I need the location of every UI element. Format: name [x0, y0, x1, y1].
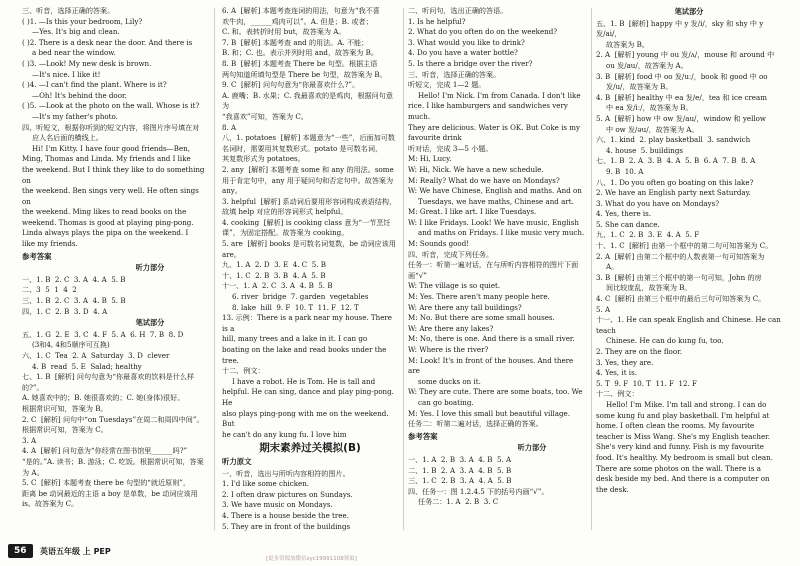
text-line: 为 A。 — [22, 467, 44, 477]
text-line: the weekend. But I think they like to do something on — [22, 164, 207, 185]
text-line: “我喜欢”可知，答案为 C。 — [222, 111, 308, 121]
text-line: There are some photos on the wall. There is a — [596, 463, 761, 473]
text-line: 4. There is a house beside the tree. — [222, 510, 349, 520]
text-line: 3. What would you like to drink? — [408, 37, 525, 47]
text-line: Hi! I'm Kitty. I have four good friends—Ben, — [32, 143, 191, 153]
sub-heading: 笔试部分 — [674, 7, 704, 16]
text-line: A. 她喜欢中的；B. 她很喜欢的；C. 她(身体)很好。 — [22, 393, 185, 403]
text-line: 5. A [解析] how 中 ow 发/au/，window 和 yellow — [596, 113, 766, 123]
text-line: 1. I'd like some chicken. — [222, 479, 310, 489]
text-line: W: Are there any tall buildings? — [408, 302, 522, 312]
text-line: are。 — [222, 249, 241, 259]
text-line: Linda always plays the pipa on the weekend. I — [22, 228, 189, 238]
text-line: 九、1. C 2. B 3. E 4. A 5. F — [596, 230, 700, 240]
text-line: 欢牛肉，______鸡肉可以”。A. 但是；B. 或者； — [222, 16, 373, 26]
text-line: he can't do any kung fu. I love him — [222, 429, 347, 439]
text-line: 九、1. A 2. D 3. E 4. C 5. B — [222, 260, 326, 270]
text-line: 5. are [解析] books 是可数名词复数，be 动词应该用 — [222, 239, 396, 249]
text-line: 一、听音，选出与所听内容相符的图片。 — [222, 468, 350, 478]
text-line: 4. house 5. buildings — [606, 145, 684, 155]
text-line: some kung fu and play basketball. I'm helpful at — [596, 410, 770, 420]
text-line: W: Hi, Nick. We have a new schedule. — [408, 164, 544, 174]
text-line: B. 和；C. 也。表示并列时用 and，故答案为 B。 — [222, 48, 378, 58]
text-line: 7. B [解析] 本题考查 and 的用法。A. 不能； — [222, 37, 369, 47]
text-line: 名词时，需要用其复数形式。potato 是可数名词， — [222, 143, 383, 153]
text-line: —It's nice. I like it! — [32, 69, 101, 79]
text-line: 一、1. A 2. B 3. A 4. B 5. A — [408, 454, 512, 464]
text-line: rice. I like hamburgers and sandwiches very much. — [408, 101, 571, 121]
text-line: and maths on Fridays. I like music very much. — [418, 228, 585, 238]
text-line: 任务一：听第一遍对话，在与所听内容相符的图片下面 — [408, 260, 579, 270]
text-line: M: Yes. I love this small but beautiful village. — [408, 408, 570, 418]
text-line: 三、听音，选择正确的答案。 — [22, 6, 115, 15]
text-line: M: No, there is one. And there is a small river. — [408, 334, 575, 344]
text-line: W: The village is so quiet. — [408, 281, 501, 291]
text-line: W: I like Fridays. Look! We have music, English — [408, 217, 579, 227]
text-line: 5. Is there a bridge over the river? — [408, 58, 533, 68]
text-line: 课”，为固定搭配。故答案为 cooking。 — [222, 228, 349, 238]
text-line: 9. B 10. A — [606, 166, 644, 176]
text-line: 5. A — [596, 304, 611, 314]
text-line: 2. A [解析] young 中 ou 发/ʌ/，mouse 和 around 中 — [596, 50, 775, 60]
column-divider — [591, 8, 592, 530]
text-line: 4. Do you have a water bottle? — [408, 48, 518, 58]
exam-title: 期末素养过关模拟(B) — [259, 442, 361, 455]
text-line: 3. We have music on Mondays. — [222, 500, 333, 510]
text-line: hill, many trees and a lake in it. I can go — [222, 334, 368, 344]
text-line: 中 ea 发/iː/，故答案为 B。 — [606, 103, 693, 113]
text-line: teacher is Miss Wang. She's my English teacher. — [596, 431, 771, 441]
text-line: 十二、例文： — [222, 366, 265, 376]
text-line: Ming, Thomas and Linda. My friends and I like — [22, 154, 191, 164]
text-line: 4. B read 5. E Salad; healthy — [32, 361, 142, 371]
text-line: 用于肯定句中，any 用于疑问句和否定句中。故答案为 any。 — [222, 175, 396, 196]
text-line: A。 — [606, 262, 619, 272]
text-line: W: We have Chinese, English and maths. And on — [408, 186, 582, 196]
text-line: 8. lake hill 9. F 10. T 11. F 12. T — [232, 302, 359, 312]
text-line: 画“√” — [408, 270, 427, 280]
text-line: 十一、1. A 2. C 3. A 4. B 5. B — [222, 281, 333, 291]
text-line: 4. Yes, it is. — [596, 368, 637, 378]
text-line: 2. I often draw pictures on Sundays. — [222, 489, 353, 499]
text-line: 3. A — [22, 435, 37, 445]
text-line: desk beside my bed. And there is a computer on — [596, 474, 770, 484]
text-line: favourite drink — [408, 133, 462, 143]
column-4 — [596, 6, 782, 532]
section-heading: 参考答案 — [22, 251, 52, 261]
text-line: 八、1. potatoes [解析] 本题意为“一些”，后面加可数 — [222, 133, 395, 143]
text-line: 根据常识可知，答案为 C。 — [22, 425, 108, 435]
text-line: the weekend. Ming likes to read books on the — [22, 207, 187, 217]
text-line: 4. Yes, there is. — [596, 209, 652, 219]
text-line: 4. cooking [解析] is cooking class 意为“一节烹饪 — [222, 217, 391, 227]
sub-heading: 笔试部分 — [135, 318, 165, 328]
text-line: 发/u/，故答案为 B。 — [606, 82, 673, 92]
text-line: M: Really? What do we have on Mondays? — [408, 175, 560, 185]
text-line: 4. B [解析] healthy 中 ea 发/e/，tea 和 ice cream — [596, 92, 767, 102]
text-line: 五、1. B [解析] happy 中 y 发/i/，sky 和 shy 中 y 发/ai/， — [596, 18, 766, 39]
text-line: 3. What do you have on Mondays? — [596, 198, 720, 208]
text-line: 二、1. B 2. A 3. A 4. B 5. B — [408, 465, 512, 475]
text-line: 十、1. C [解析] 由第一个框中的第二句可知答案为 C。 — [596, 241, 773, 251]
text-line: W: Are there any lakes? — [408, 323, 494, 333]
text-line: Hello! I'm Nick. I'm from Canada. I don't like — [418, 90, 581, 100]
text-line: M: Great. I like art. I like Tuesdays. — [408, 207, 537, 217]
text-line: 13. 示例：There is a park near my house. There is a — [222, 313, 395, 333]
text-line: ( )1. —Is this your bedroom, Lily? — [22, 16, 143, 26]
text-line: 3. helpful [解析] 系动词后要用形容词构成表语结构， — [222, 196, 397, 206]
text-line: 3. Yes, they are. — [596, 357, 654, 367]
text-line: They are delicious. Water is OK. But Coke is my — [408, 122, 580, 132]
text-line: Tuesdays, we have maths, Chinese and art. — [418, 196, 574, 206]
text-line: the weekend. Ben sings very well. He often sings on — [22, 186, 202, 206]
text-line: 五、1. G 2. E 3. C 4. F 5. A 6. H 7. B 8. D — [22, 329, 184, 339]
text-line: 四、听音，完成下列任务。 — [408, 249, 494, 259]
text-line: ou 发/au/，故答案为 A。 — [606, 60, 688, 70]
section-heading: 听力原文 — [222, 456, 252, 466]
text-line: 一、1. B 2. C 3. A 4. A 5. B — [22, 274, 126, 284]
text-line: 十一、1. He can speak English and Chinese. He can teach — [596, 315, 784, 335]
column-divider — [214, 8, 215, 530]
text-line: 间比较庞乱，故答案为 B。 — [606, 283, 692, 293]
text-line: A. 鹿嘴；B. 水果；C. 我最喜欢的是鸡肉，根据问句意为 — [222, 90, 393, 111]
text-line: 二、听问句，选出正确的答语。 — [408, 6, 508, 15]
text-line: weekend. Thomas is good at playing ping-pong. — [22, 217, 194, 227]
text-line: 三、听音，选择正确的答案。 — [408, 69, 501, 79]
text-line: helpful. He can sing, dance and play ping-pong. He — [222, 387, 397, 407]
text-line: 2. A [解析] 由第二个框中的人数表第一句可知答案为 — [596, 251, 765, 261]
text-line: like my friends. — [22, 239, 78, 249]
text-line: I have a robot. He is Tom. He is tall and — [232, 376, 376, 386]
text-line: 距离 be 动词最近的主语 a boy 是单数，be 动词应该用 — [22, 488, 198, 498]
text-line: 三、1. C 2. B 3. A 4. A 5. B — [408, 476, 512, 486]
text-line: 根据常识可知，答案为 B。 — [22, 403, 108, 413]
text-line: Chinese. He can do kung fu, too. — [606, 336, 724, 346]
text-line: 十二、例文： — [596, 389, 639, 399]
text-line: 八、1. Do you often go boating on this lake? — [596, 177, 754, 187]
text-line: 2. What do you often do on the weekend? — [408, 27, 558, 37]
text-line: 三、1. B 2. C 3. A 4. B 5. B — [22, 296, 126, 306]
text-line: 8. B [解析] 本题考查 There be 句型。根据主语 — [222, 58, 378, 68]
text-line: 6. A [解析] 本题考查连词的用法，句意为“我不喜 — [222, 6, 380, 15]
text-line: —Oh! It's behind the door. — [32, 90, 127, 100]
text-line: 4. A [解析] 问句意为“你经常在图书馆里______吗?” — [22, 446, 188, 456]
sub-heading: 听力部分 — [135, 263, 165, 273]
text-line: —It's my father's photo. — [32, 111, 118, 121]
text-line: 六、1. C Tea 2. A Saturday 3. D clever — [22, 351, 170, 360]
resource-stamp: [更多资源加微信zyc19991108领取] — [266, 556, 357, 562]
text-line: M: Hi, Lucy. — [408, 154, 452, 164]
text-line: C. 和。表转折时用 but，故答案为 A。 — [222, 27, 346, 37]
text-line: 听对话，完成 3—5 小题。 — [408, 143, 493, 153]
text-line: Hello! I'm Mike. I'm tall and strong. I can do — [606, 399, 767, 409]
text-line: 四、1. C 2. B 3. D 4. A — [22, 306, 108, 316]
text-line: W: They are cute. There are some boats, too. We — [408, 387, 583, 397]
text-line: M: No. But there are some small houses. — [408, 313, 555, 323]
text-line: ( )3. —Look! My new desk is brown. — [22, 58, 152, 68]
text-line: 七、1. B [解析] 问句句意为“你最喜欢的饮料是什么样的?”。 — [22, 372, 195, 392]
text-line: ( )2. There is a desk near the door. And there is — [22, 37, 193, 47]
text-line: the desk. — [596, 484, 629, 494]
text-line: 六、1. kind 2. play basketball 3. sandwich — [596, 135, 751, 145]
text-line: a bed near the window. — [32, 48, 116, 58]
text-line: 故答案为 B。 — [606, 39, 649, 49]
text-line: M: Look! It's in front of the houses. And there are — [408, 355, 576, 376]
text-line: 应人名后面的横线上。 — [32, 133, 103, 143]
text-line: “是的。”A. 读书；B. 游泳；C. 吃饭。根据常识可知，答案 — [22, 456, 204, 466]
text-line: 8. A — [222, 122, 237, 132]
text-line: home. I often clean the rooms. My favourite — [596, 421, 755, 431]
text-line: ( )5. —Look at the photo on the wall. Whose is it? — [22, 101, 200, 111]
text-line: some ducks on it. — [418, 376, 481, 386]
text-line: 1. Is he helpful? — [408, 16, 466, 26]
text-line: 故填 help 对应的形容词形式 helpful。 — [222, 207, 348, 217]
column-2 — [222, 6, 398, 532]
text-line: (3和4, 4和5顺序可互换) — [32, 340, 110, 350]
text-line: 6. river bridge 7. garden vegetables — [232, 292, 369, 302]
text-line: 3. B [解析] food 中 oo 发/uː/，book 和 good 中 oo — [596, 71, 768, 81]
text-line: W: Where is the river? — [408, 345, 489, 354]
text-line: She's very kind and funny. Fish is my favourite — [596, 442, 764, 452]
text-line: is。故答案为 C。 — [22, 499, 79, 509]
text-line: 中 ow 发/əu/，故答案为 A。 — [606, 124, 699, 134]
text-line: 2. We have an English party next Saturday. — [596, 188, 751, 198]
text-line: 9. C [解析] 问句句意为“你最喜欢什么?”。 — [222, 80, 360, 90]
text-line: can go boating. — [418, 397, 474, 407]
text-line: also plays ping-pong with me on the weekend. But — [222, 408, 391, 429]
text-line: 任务二：1. A 2. B 3. C — [418, 497, 499, 507]
text-line: 二、3 5 1 4 2 — [22, 285, 77, 295]
text-line: boating on the lake and read books under the tree. — [222, 345, 389, 365]
page-footer — [0, 536, 800, 566]
text-line: 2. They are on the floor. — [596, 347, 682, 356]
section-heading: 参考答案 — [408, 431, 438, 441]
text-line: 2. C [解析] 问句中“on Tuesdays”在周二和周四中间”。 — [22, 414, 204, 424]
text-line: 四、任务一：图 1.2.4.5 下的括号内画“√”。 — [408, 486, 549, 496]
text-line: ( )4. —I can't find the plant. Where is it? — [22, 80, 167, 90]
column-divider — [403, 8, 404, 530]
page-number: 56 — [8, 544, 33, 558]
text-line: 5. C [解析] 本题考查 there be 句型的“就近原则”， — [22, 478, 191, 488]
text-line: 2. any [解析] 本题考查 some 和 any 的用法。some — [222, 164, 394, 174]
text-line: 5. She can dance. — [596, 219, 660, 229]
text-line: 两句知道所填句型是 There be 句型，故答案为 B。 — [222, 69, 387, 79]
text-line: 5. T 9. F 10. T 11. F 12. F — [596, 378, 697, 388]
column-1 — [22, 6, 208, 532]
text-line: 4. C [解析] 由第三个框中的最后三句可知答案为 C。 — [596, 294, 766, 304]
text-line: 听短文，完成 1—2 题。 — [408, 80, 486, 90]
text-line: 任务二：听第二遍对话，选择正确的答案。 — [408, 419, 543, 429]
text-line: 七、1. B 2. A 3. B 4. A 5. B 6. A 7. B 8. A — [596, 156, 756, 166]
text-line: 其复数形式为 potatoes。 — [222, 154, 305, 164]
text-line: M: Sounds good! — [408, 239, 470, 249]
text-line: M: Yes. There aren't many people here. — [408, 292, 550, 302]
text-line: 3. B [解析] 由第三个框中的第一句可知，John 的房 — [596, 272, 762, 282]
text-line: 十、1. C 2. B 3. B 4. A 5. B — [222, 270, 326, 280]
book-label: 英语五年级 上 PEP — [40, 547, 111, 556]
text-line: —Yes. It's big and clean. — [32, 27, 120, 37]
text-line: 5. They are in front of the buildings — [222, 521, 351, 531]
text-line: food. It's healthy. My bedroom is small but clean. — [596, 452, 773, 462]
column-3 — [408, 6, 586, 532]
sub-heading: 听力部分 — [517, 443, 547, 453]
text-line: 四、听短文，根据你听到的短文内容，将图片序号填在对 — [22, 122, 200, 132]
